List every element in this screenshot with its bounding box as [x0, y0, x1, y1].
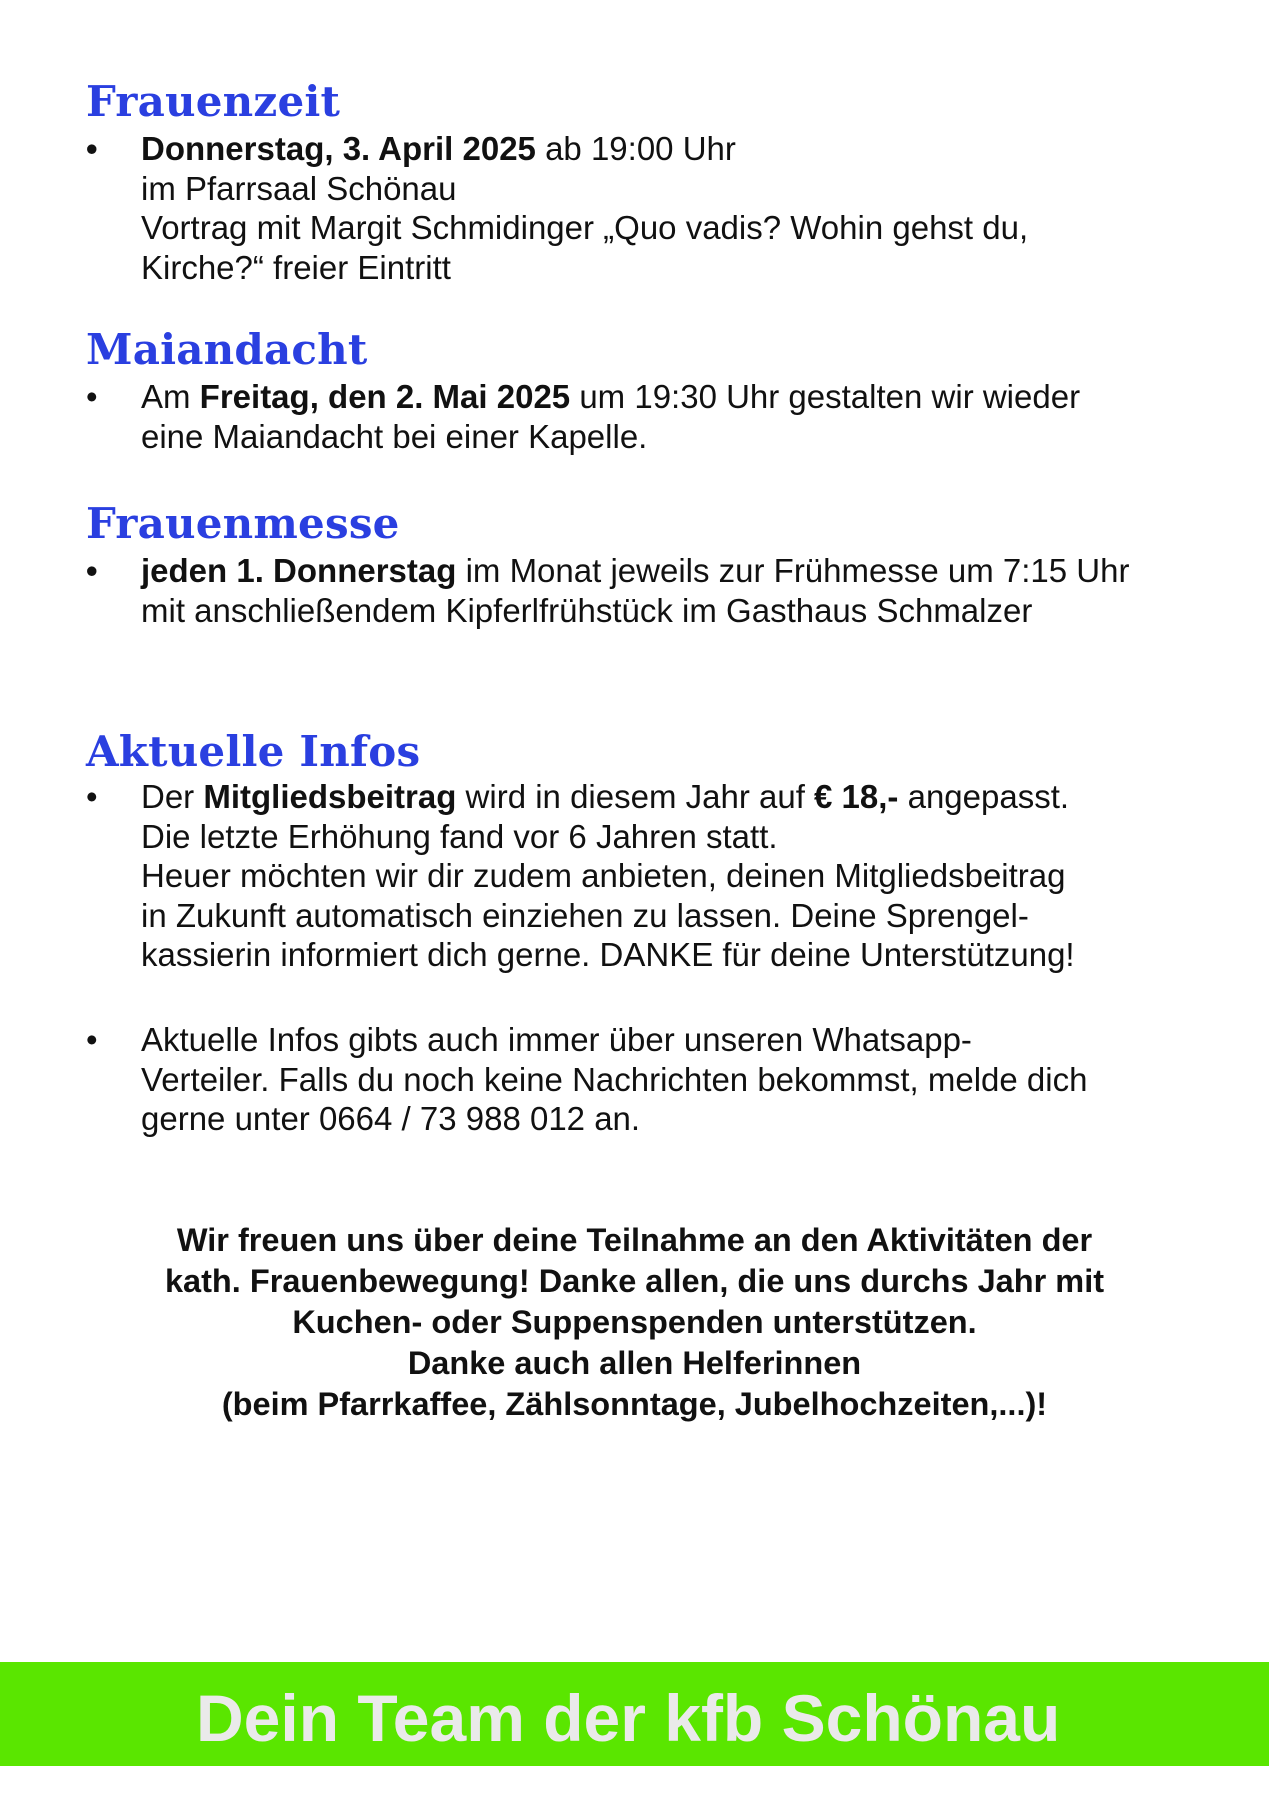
closing-line: Kuchen- oder Suppenspenden unterstützen. — [292, 1304, 977, 1340]
bullet-icon: • — [86, 378, 98, 415]
item-text — [141, 377, 1196, 456]
item-text — [141, 777, 1196, 975]
heading-frauenzeit: Frauenzeit — [86, 77, 341, 126]
fee-amount: € 18,- — [814, 778, 899, 815]
heading-aktuelle-infos: Aktuelle Infos — [86, 727, 421, 776]
info-line: in Zukunft automatisch einziehen zu lassen. Deine Sprengel- — [141, 896, 1029, 934]
footer-signature: Dein Team der kfb Schönau — [196, 1681, 1061, 1755]
fee-label: Mitgliedsbeitrag — [203, 778, 457, 815]
bullet-icon: • — [86, 778, 98, 815]
text-prefix: Der — [141, 778, 204, 815]
event-date: Freitag, den 2. Mai 2025 — [199, 378, 571, 415]
event-description: Vortrag mit Margit Schmidinger „Quo vadis? Wohin gehst du, — [141, 209, 1029, 246]
list-item-whatsapp — [86, 1020, 1196, 1139]
info-line: Heuer möchten wir dir zudem anbieten, deinen Mitgliedsbeitrag — [141, 857, 1066, 894]
info-line: Aktuelle Infos gibts auch immer über unseren Whatsapp- — [141, 1021, 972, 1058]
info-line: Verteiler. Falls du noch keine Nachrichten bekommst, melde dich — [141, 1060, 1088, 1098]
event-description-cont: Kirche?“ freier Eintritt — [141, 248, 451, 286]
list-item-frauenzeit — [86, 129, 1196, 287]
event-description: mit anschließendem Kipferlfrühstück im Gasthaus Schmalzer — [141, 591, 1033, 629]
heading-frauenmesse: Frauenmesse — [86, 499, 400, 548]
bullet-icon: • — [86, 130, 98, 167]
bullet-icon: • — [86, 552, 98, 589]
info-line-phone: gerne unter 0664 / 73 988 012 an. — [141, 1100, 641, 1137]
item-text — [141, 1020, 1196, 1139]
event-place: im Pfarrsaal Schönau — [141, 169, 457, 207]
closing-line: Wir freuen uns über deine Teilnahme an den Aktivitäten der — [176, 1222, 1093, 1258]
event-time: um 19:30 Uhr gestalten wir wieder — [570, 378, 1081, 415]
closing-line: kath. Frauenbewegung! Danke allen, die uns durchs Jahr mit — [164, 1263, 1105, 1299]
heading-maiandacht: Maiandacht — [86, 325, 368, 374]
event-time: im Monat jeweils zur Frühmesse um 7:15 Uhr — [456, 552, 1130, 589]
item-text — [141, 129, 1196, 287]
list-item-maiandacht — [86, 377, 1196, 456]
footer-banner — [0, 1662, 1269, 1766]
closing-line: (beim Pfarrkaffee, Zählsonntage, Jubelhochzeiten,...)! — [221, 1386, 1048, 1422]
text-suffix: angepasst. — [898, 778, 1070, 815]
bullet-icon: • — [86, 1021, 98, 1058]
closing-line: Danke auch allen Helferinnen — [407, 1345, 862, 1381]
info-line: Die letzte Erhöhung fand vor 6 Jahren statt. — [141, 817, 778, 855]
event-description: eine Maiandacht bei einer Kapelle. — [141, 417, 648, 455]
closing-message — [0, 1220, 1269, 1425]
text-prefix: Am — [141, 378, 200, 415]
text-mid: wird in diesem Jahr auf — [456, 778, 815, 815]
list-item-frauenmesse — [86, 551, 1196, 630]
item-text — [141, 551, 1196, 630]
info-line: kassierin informiert dich gerne. DANKE für deine Unterstützung! — [141, 936, 1075, 973]
event-date: Donnerstag, 3. April 2025 — [141, 130, 536, 167]
event-time: ab 19:00 Uhr — [535, 130, 736, 167]
list-item-mitgliedsbeitrag — [86, 777, 1196, 975]
event-schedule: jeden 1. Donnerstag — [141, 552, 457, 589]
